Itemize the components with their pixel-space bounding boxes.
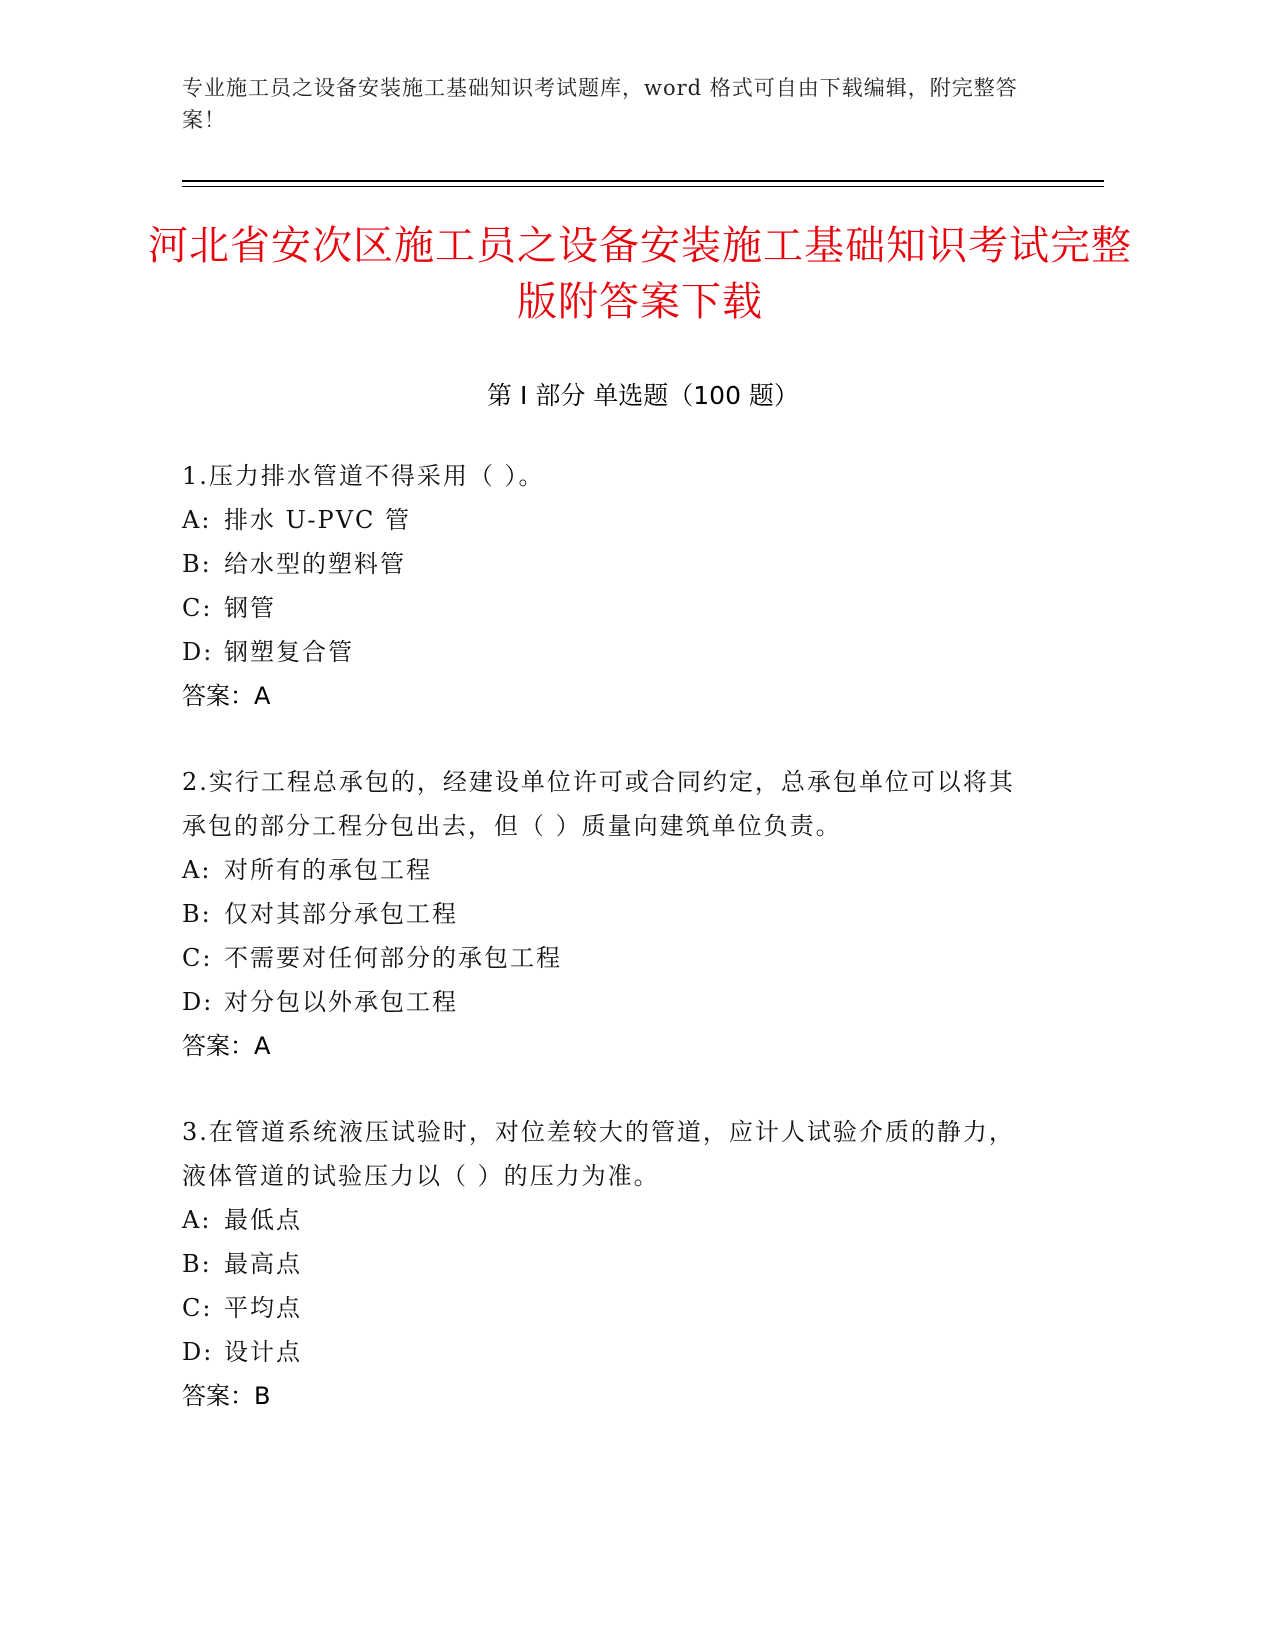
option-letter: C: <box>182 1294 213 1322</box>
question-2 <box>182 760 1032 1068</box>
header-divider-thin <box>182 186 1104 187</box>
header-note: 专业施工员之设备安装施工基础知识考试题库，word 格式可自由下载编辑，附完整答案！ <box>182 76 1018 132</box>
option-letter: A: <box>182 506 212 534</box>
option-letter: D: <box>182 988 214 1016</box>
option-text: 设计点 <box>224 1338 302 1366</box>
option-b <box>182 892 1032 936</box>
option-text: 钢塑复合管 <box>224 638 354 666</box>
option-d <box>182 980 1032 1024</box>
section-title: 第 I 部分 单选题（100 题） <box>487 381 799 410</box>
question-stem: 3.在管道系统液压试验时，对位差较大的管道，应计人试验介质的静力，液体管道的试验压力以（ ）的压力为准。 <box>182 1118 1015 1190</box>
option-text: 对分包以外承包工程 <box>224 988 458 1016</box>
option-letter: B: <box>182 900 212 928</box>
question-list <box>182 454 1032 1460</box>
option-a <box>182 498 1032 542</box>
option-letter: D: <box>182 638 214 666</box>
option-c <box>182 1286 1032 1330</box>
option-a <box>182 1198 1032 1242</box>
option-a <box>182 848 1032 892</box>
option-text: 最高点 <box>224 1250 302 1278</box>
option-letter: C: <box>182 594 213 622</box>
option-letter: B: <box>182 1250 212 1278</box>
option-b <box>182 542 1032 586</box>
option-text: 给水型的塑料管 <box>224 550 406 578</box>
option-text: 对所有的承包工程 <box>224 856 432 884</box>
option-b <box>182 1242 1032 1286</box>
option-c <box>182 936 1032 980</box>
question-3 <box>182 1110 1032 1418</box>
option-text: 仅对其部分承包工程 <box>224 900 458 928</box>
option-text: 不需要对任何部分的承包工程 <box>224 944 562 972</box>
option-letter: D: <box>182 1338 214 1366</box>
option-text: 钢管 <box>224 594 276 622</box>
option-letter: A: <box>182 856 212 884</box>
option-letter: B: <box>182 550 212 578</box>
option-letter: C: <box>182 944 213 972</box>
answer-line: 答案：A <box>182 1032 271 1060</box>
document-title: 河北省安次区施工员之设备安装施工基础知识考试完整版附答案下载 <box>148 223 1132 325</box>
answer-line: 答案：B <box>182 1382 271 1410</box>
option-letter: A: <box>182 1206 212 1234</box>
question-stem: 1.压力排水管道不得采用（ ）。 <box>182 462 545 490</box>
option-c <box>182 586 1032 630</box>
question-1 <box>182 454 1032 718</box>
option-d <box>182 630 1032 674</box>
header-divider-thick <box>182 180 1104 182</box>
answer-line: 答案：A <box>182 682 271 710</box>
option-d <box>182 1330 1032 1374</box>
option-text: 排水 U-PVC 管 <box>224 506 412 534</box>
option-text: 平均点 <box>224 1294 302 1322</box>
option-text: 最低点 <box>224 1206 302 1234</box>
question-stem: 2.实行工程总承包的，经建设单位许可或合同约定，总承包单位可以将其承包的部分工程分包出去，但（ ）质量向建筑单位负责。 <box>182 768 1015 840</box>
